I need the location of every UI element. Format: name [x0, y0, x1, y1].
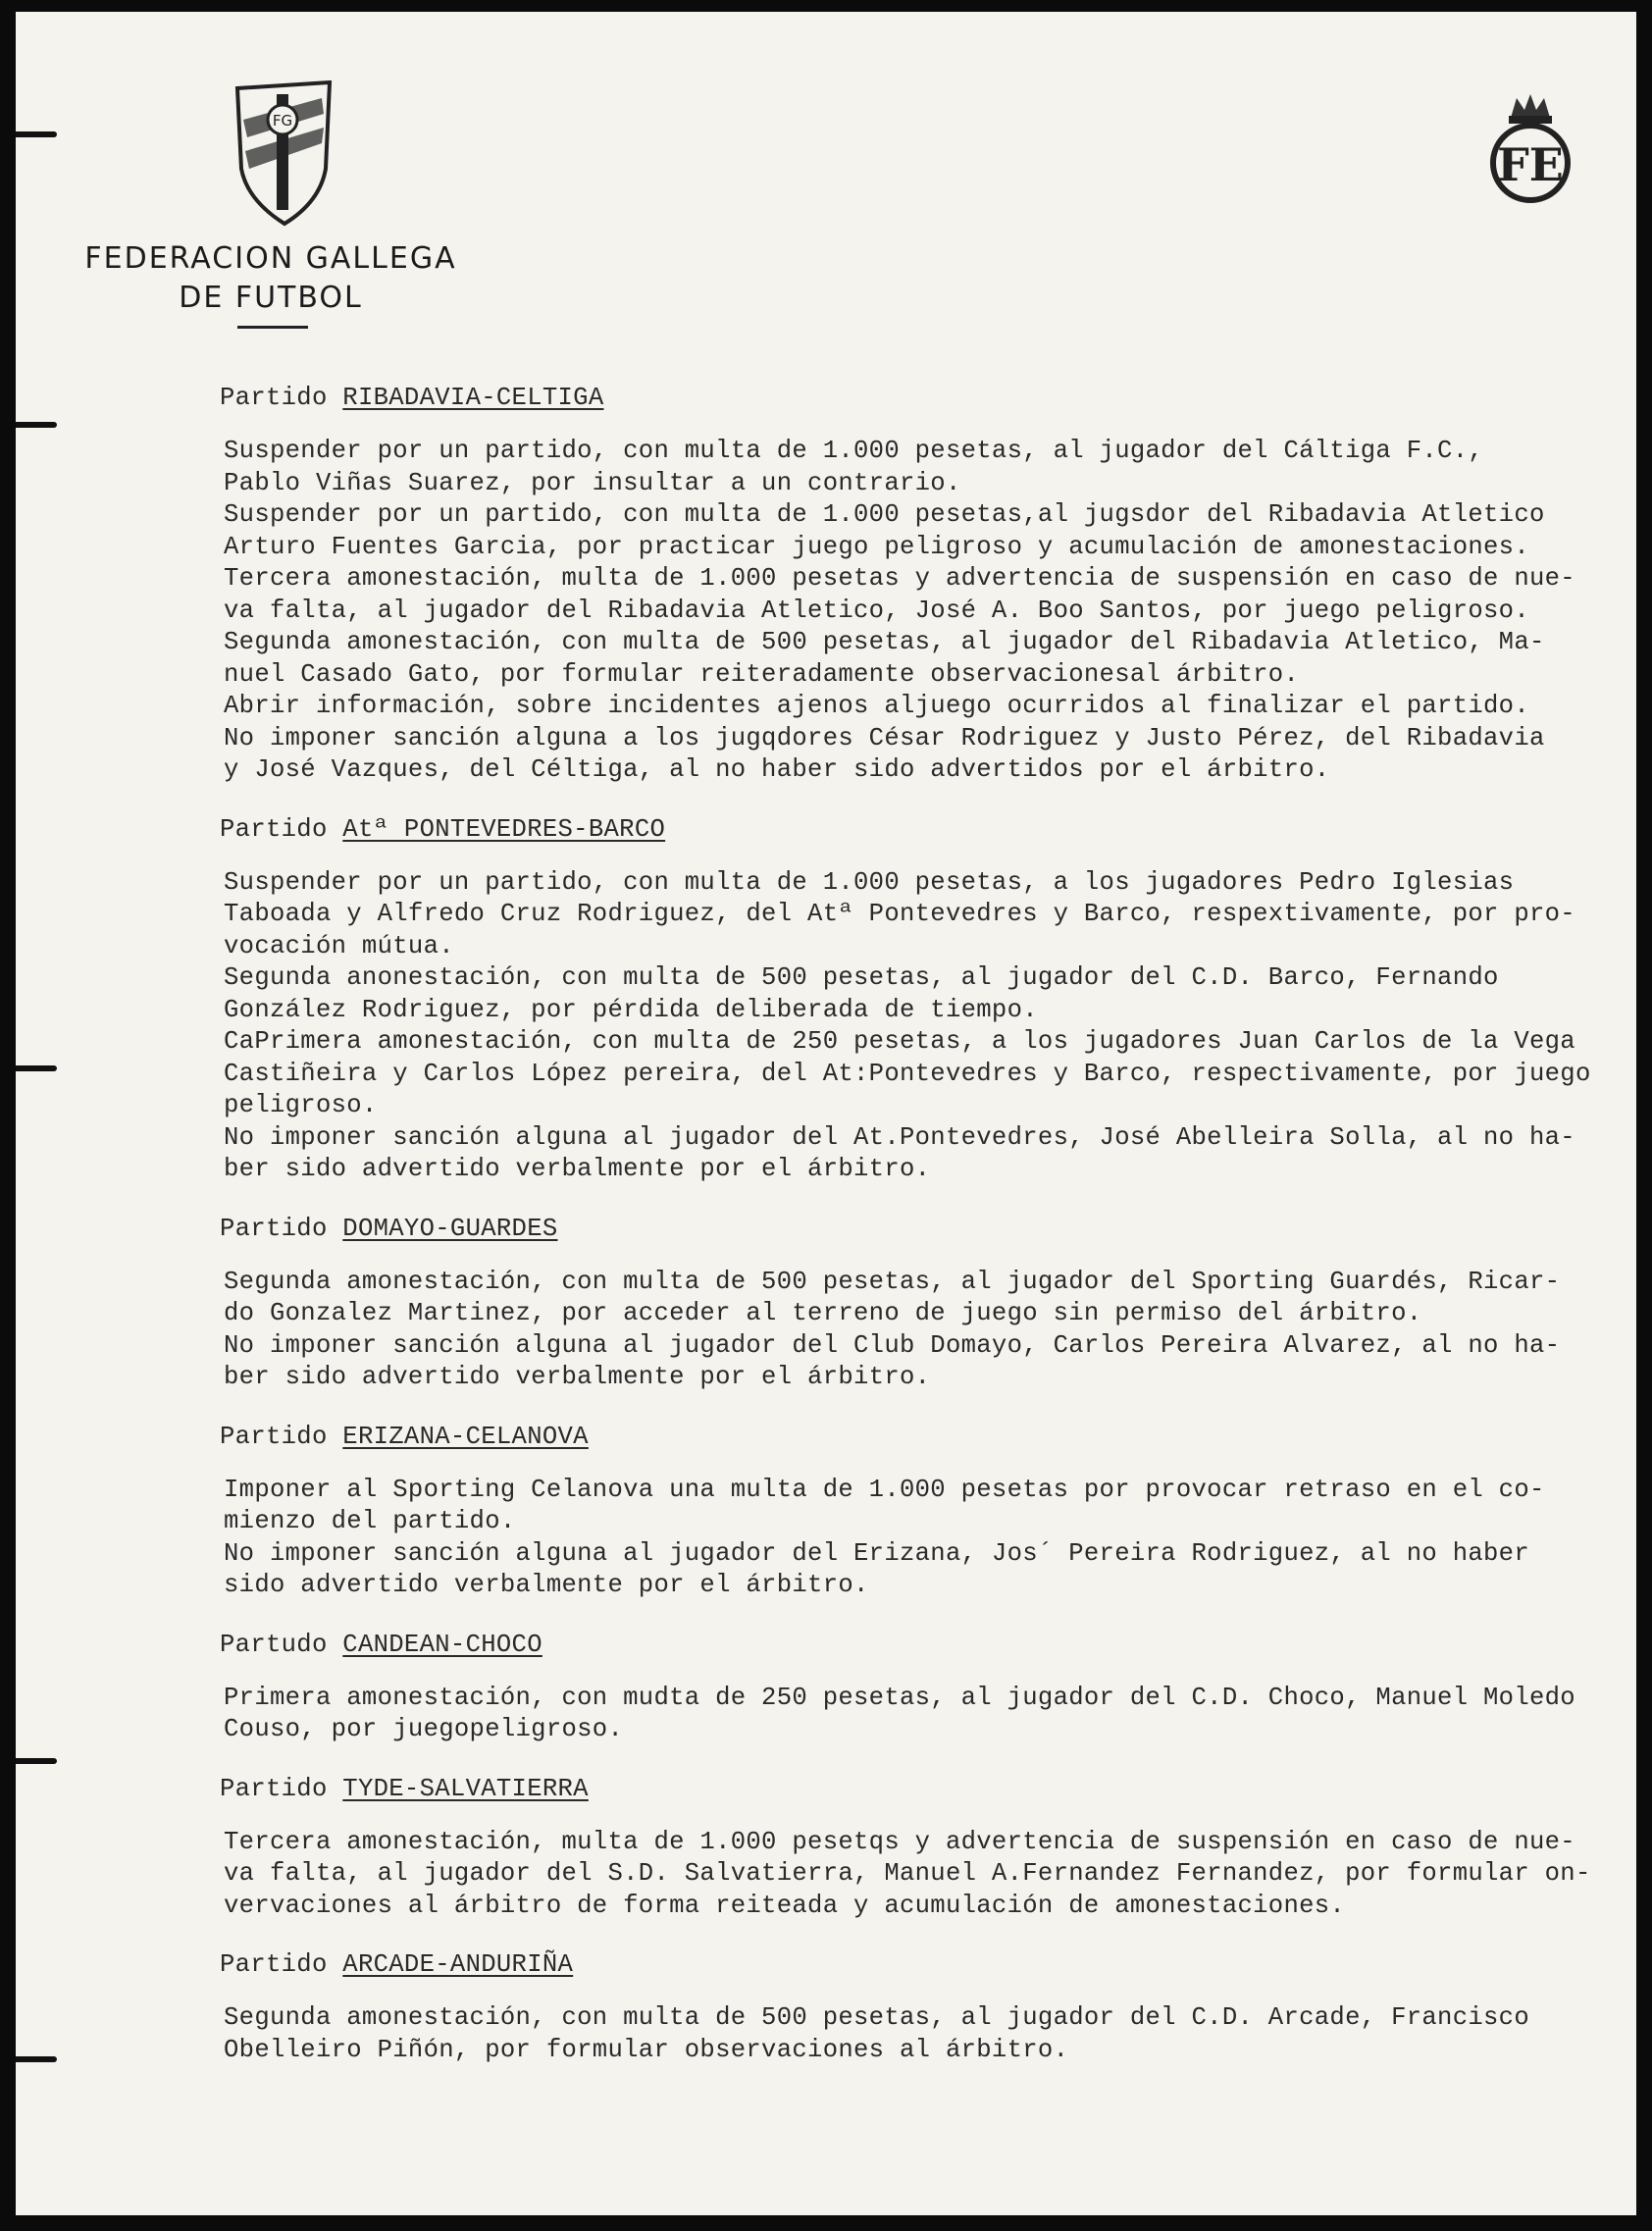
federation-name-line1: FEDERACION GALLEGA	[84, 241, 457, 276]
match-section	[173, 383, 1636, 787]
sanction-paragraph	[173, 1122, 1636, 1186]
sanction-paragraph	[173, 1538, 1636, 1602]
match-title	[220, 814, 1636, 846]
match-teams: DOMAYO-GUARDES	[342, 1214, 558, 1243]
sanctions-body	[173, 383, 1636, 2094]
sanction-text-line: do Gonzalez Martinez, por acceder al terreno de juego sin permiso del árbitro.	[224, 1299, 1422, 1327]
match-section	[173, 1949, 1636, 2066]
sanction-text-line: Couso, por juegopeligroso.	[224, 1715, 624, 1743]
match-teams: ARCADE-ANDURIÑA	[342, 1950, 574, 1979]
sanction-paragraph	[173, 563, 1636, 627]
match-title-prefix: Partido	[220, 1774, 328, 1803]
sanction-text-line: ber sido advertido verbalmente por el árbitro.	[224, 1363, 931, 1391]
sanction-paragraph	[173, 436, 1636, 499]
match-section	[173, 1422, 1636, 1602]
sanction-text-line: Abrir información, sobre incidentes ajenos aljuego ocurridos al finalizar el partido.	[224, 692, 1529, 720]
match-section	[173, 1774, 1636, 1923]
binder-hole-mark	[16, 1758, 57, 1764]
federation-name	[75, 239, 467, 318]
match-title	[220, 1214, 1636, 1245]
sanction-text-line: mienzo del partido.	[224, 1507, 516, 1535]
sanction-text-line: Segunda amonestación, con multa de 500 pesetas, al jugador del C.D. Arcade, Francisco	[224, 2003, 1529, 2032]
svg-text:FE: FE	[1497, 138, 1564, 191]
binder-hole-mark	[16, 422, 57, 428]
sanction-text-line: Taboada y Alfredo Cruz Rodriguez, del Atª Pontevedres y Barco, respextivamente, por pro-	[224, 900, 1575, 928]
sanction-text-line: Obelleiro Piñón, por formular observaciones al árbitro.	[224, 2035, 1069, 2064]
match-title	[220, 1630, 1636, 1661]
match-teams: TYDE-SALVATIERRA	[342, 1774, 589, 1803]
sanction-text-line: No imponer sanción alguna al jugador del Club Domayo, Carlos Pereira Alvarez, al no ha-	[224, 1330, 1561, 1360]
federation-shield-logo	[230, 80, 337, 228]
sanction-paragraph	[173, 1683, 1636, 1746]
sanction-text-line: nuel Casado Gato, por formular reiteradamente observacionesal árbitro.	[224, 659, 1300, 689]
sanction-text-line: No imponer sanción alguna al jugador del At.Pontevedres, José Abelleira Solla, al no ha-	[224, 1122, 1575, 1152]
binder-hole-mark	[16, 1065, 57, 1071]
match-title-prefix: Partido	[220, 1950, 328, 1979]
sanction-paragraph	[173, 1267, 1636, 1330]
sanction-paragraph	[173, 627, 1636, 691]
sanction-text-line: Arturo Fuentes Garcia, por practicar juego peligroso y acumulación de amonestaciones.	[224, 532, 1529, 561]
match-title	[220, 1422, 1636, 1453]
binder-hole-mark	[16, 2056, 57, 2062]
sanction-text-line: Imponer al Sporting Celanova una multa de 1.000 pesetas por provocar retraso en el co-	[224, 1475, 1545, 1504]
sanction-text-line: No imponer sanción alguna a los jugqdores César Rodriguez y Justo Pérez, del Ribadavia	[224, 723, 1545, 752]
sanction-text-line: va falta, al jugador del Ribadavia Atletico, José A. Boo Santos, por juego peligroso.	[224, 596, 1529, 625]
sanction-paragraph	[173, 1475, 1636, 1538]
sanction-text-line: González Rodriguez, por pérdida deliberada de tiempo.	[224, 995, 1038, 1024]
document-page	[16, 12, 1636, 2215]
sanction-paragraph	[173, 1827, 1636, 1923]
sanction-paragraph	[173, 499, 1636, 563]
sanction-paragraph	[173, 2002, 1636, 2066]
sanction-text-line: vervaciones al árbitro de forma reiteada y acumulación de amonestaciones.	[224, 1891, 1346, 1920]
sanction-text-line: Segunda anonestación, con multa de 500 pesetas, al jugador del C.D. Barco, Fernando	[224, 963, 1499, 992]
sanction-text-line: vocación mútua.	[224, 931, 454, 960]
match-section	[173, 814, 1636, 1186]
match-section	[173, 1630, 1636, 1746]
match-teams: ERIZANA-CELANOVA	[342, 1422, 589, 1451]
match-teams: Atª PONTEVEDRES-BARCO	[342, 814, 666, 844]
sanction-text-line: y José Vazques, del Céltiga, al no haber sido advertidos por el árbitro.	[224, 755, 1330, 784]
sanction-text-line: CaPrimera amonestación, con multa de 250 pesetas, a los jugadores Juan Carlos de la Vega	[224, 1027, 1575, 1056]
match-title-prefix: Partido	[220, 814, 328, 844]
match-title-prefix: Partido	[220, 1214, 328, 1243]
sanction-text-line: Tercera amonestación, multa de 1.000 pesetas y advertencia de suspensión en caso de nue-	[224, 564, 1575, 593]
match-title-prefix: Partido	[220, 1422, 328, 1451]
sanction-text-line: Pablo Viñas Suarez, por insultar a un contrario.	[224, 468, 961, 497]
sanction-text-line: peligroso.	[224, 1091, 378, 1119]
header-divider	[237, 326, 308, 329]
sanction-text-line: Segunda amonestación, con multa de 500 pesetas, al jugador del Ribadavia Atletico, Ma-	[224, 628, 1545, 656]
sanction-text-line: ber sido advertido verbalmente por el árbitro.	[224, 1155, 931, 1183]
sanction-text-line: Castiñeira y Carlos López pereira, del At:Pontevedres y Barco, respectivamente, por juego	[224, 1059, 1591, 1088]
match-teams: RIBADAVIA-CELTIGA	[342, 384, 604, 412]
sanction-paragraph	[173, 867, 1636, 963]
federation-name-line2: DE FUTBOL	[179, 281, 363, 315]
match-title-prefix: Partido	[220, 384, 328, 412]
match-teams: CANDEAN-CHOCO	[342, 1630, 542, 1659]
match-title	[220, 383, 1636, 414]
sanction-text-line: sido advertido verbalmente por el árbitro.	[224, 1571, 869, 1599]
sanction-text-line: Tercera amonestación, multa de 1.000 pesetqs y advertencia de suspensión en caso de nue-	[224, 1827, 1575, 1856]
sanction-text-line: va falta, al jugador del S.D. Salvatierra, Manuel A.Fernandez Fernandez, por formular on-	[224, 1859, 1591, 1888]
sanction-text-line: No imponer sanción alguna al jugador del Erizana, Jos´ Pereira Rodriguez, al no haber	[224, 1538, 1529, 1568]
match-title	[220, 1774, 1636, 1805]
sanction-paragraph	[173, 723, 1636, 787]
sanction-text-line: Primera amonestación, con mudta de 250 pesetas, al jugador del C.D. Choco, Manuel Moledo	[224, 1683, 1575, 1712]
sanction-paragraph	[173, 962, 1636, 1026]
sanction-text-line: Suspender por un partido, con multa de 1.000 pesetas,al jugsdor del Ribadavia Atletico	[224, 500, 1545, 529]
match-title-prefix: Partudo	[220, 1630, 328, 1659]
svg-text:FG: FG	[272, 112, 293, 130]
royal-federation-crest-logo	[1485, 88, 1575, 204]
match-title	[220, 1949, 1636, 1981]
binder-hole-mark	[16, 131, 57, 137]
sanction-text-line: Suspender por un partido, con multa de 1.000 pesetas, a los jugadores Pedro Iglesias	[224, 867, 1515, 897]
sanction-text-line: Suspender por un partido, con multa de 1.000 pesetas, al jugador del Cáltiga F.C.,	[224, 437, 1484, 465]
sanction-paragraph	[173, 1330, 1636, 1394]
sanction-text-line: Segunda amonestación, con multa de 500 pesetas, al jugador del Sporting Guardés, Ricar-	[224, 1267, 1561, 1296]
match-section	[173, 1214, 1636, 1394]
sanction-paragraph	[173, 691, 1636, 723]
sanction-paragraph	[173, 1026, 1636, 1122]
